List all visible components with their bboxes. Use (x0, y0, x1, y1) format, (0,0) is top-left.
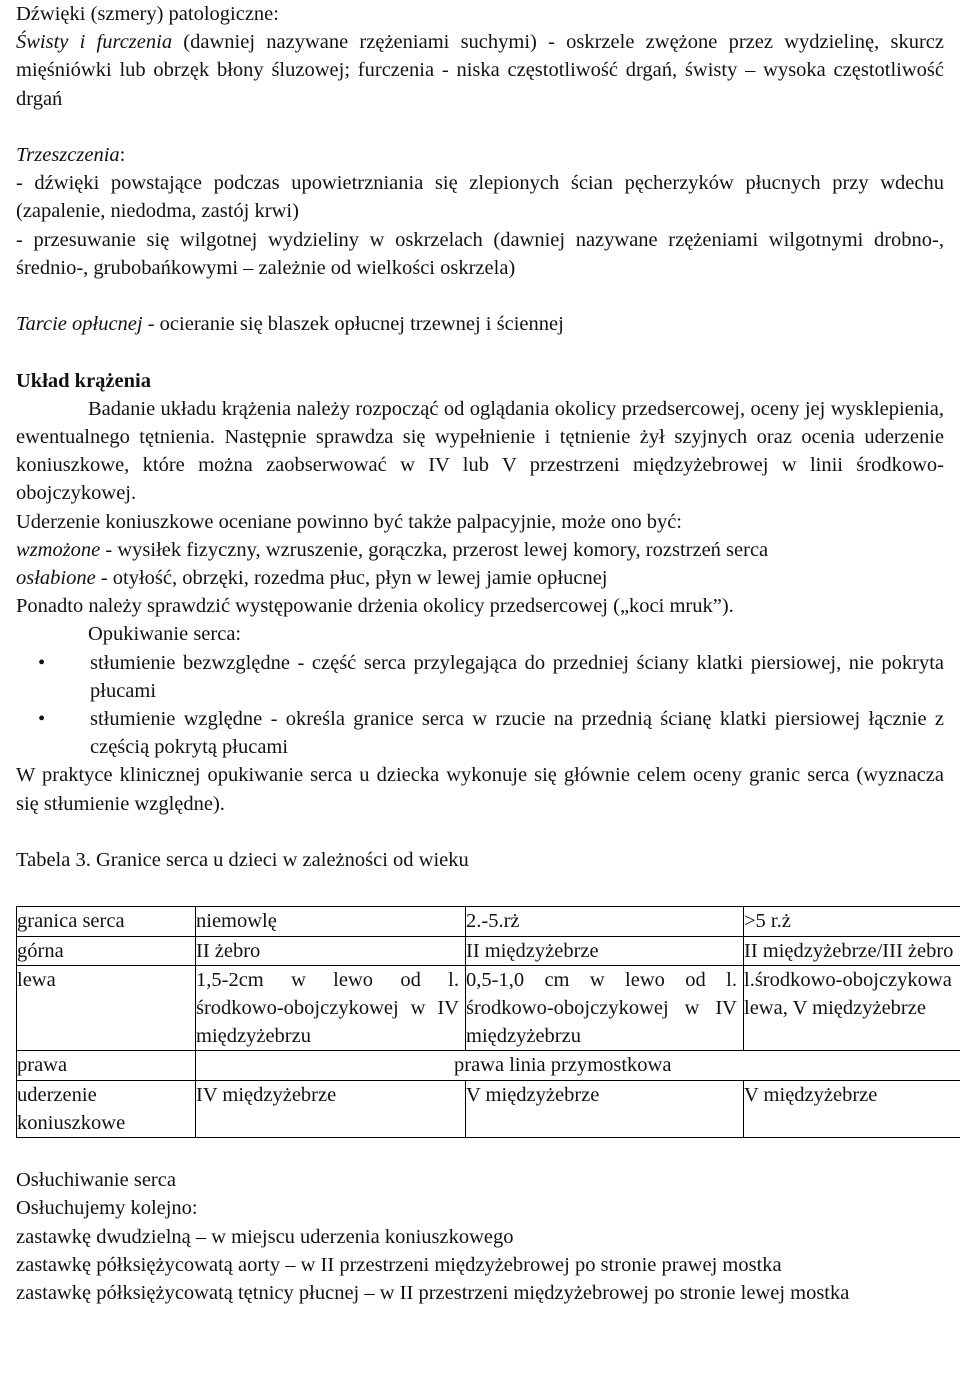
pathological-sounds-heading: Dźwięki (szmery) patologiczne: (16, 3, 279, 25)
crackles-line-1: - dźwięki powstające podczas upowietrzniania się zlepionych ścian pęcherzyków płucnych przy wdechu (zapalenie, niedodma, zastój krwi) (16, 172, 944, 223)
table-cell: II międzyżebrze/III żebro (744, 936, 960, 965)
auscultation-heading: Osłuchiwanie serca (16, 1169, 176, 1192)
enhanced-apex-line (16, 536, 944, 564)
table-cell: II żebro (196, 936, 466, 965)
table-row (17, 1051, 960, 1080)
list-item-text: stłumienie względne - określa granice serca w rzucie na przednią ścianę klatki piersiowej łącznie z częścią pokrytą płucami (90, 708, 944, 759)
clinical-practice-paragraph: W praktyce klinicznej opukiwanie serca u dziecka wykonuje się głównie celem oceny granic serca (wyznacza się stłumienie względne). (16, 764, 944, 815)
table-header-cell: 2.-5.rż (466, 907, 744, 936)
spacer (16, 818, 944, 846)
list-item (16, 705, 944, 761)
auscultation-item: zastawkę półksiężycowatą aorty – w II przestrzeni międzyżebrowej po stronie prawej mostka (16, 1253, 782, 1276)
pleural-rub-term: Tarcie opłucnej (16, 313, 143, 336)
wheezes-paragraph (16, 28, 944, 113)
wheezes-term: Świsty i furczenia (16, 31, 173, 54)
auscultation-intro: Osłuchujemy kolejno: (16, 1197, 198, 1220)
enhanced-text: - wysiłek fizyczny, wzruszenie, gorączka, przerost lewej komory, rozstrzeń serca (100, 538, 769, 561)
bullet-icon: • (38, 708, 46, 731)
thrill-paragraph: Ponadto należy sprawdzić występowanie drżenia okolicy przedsercowej („koci mruk”). (16, 595, 734, 618)
pleural-rub-paragraph (16, 310, 944, 338)
crackles-term: Trzeszczenia (16, 144, 120, 166)
crackles-line-2: - przesuwanie się wilgotnej wydzieliny w oskrzelach (dawniej nazywane rzężeniami wilgotnymi drobno-, średnio-, grubobańkowymi – zależnie od wielkości oskrzela) (16, 228, 944, 279)
crackles-heading (16, 141, 944, 169)
list-item (16, 649, 944, 705)
spacer (16, 113, 944, 141)
table-row (17, 965, 960, 1051)
spacer (16, 874, 944, 902)
weakened-apex-line (16, 564, 944, 592)
weakened-term: osłabione (16, 567, 96, 590)
table-cell-text: prawa linia przymostkowa (454, 1054, 672, 1077)
table-cell: górna (17, 936, 196, 965)
table-header-cell: niemowlę (196, 907, 466, 936)
table-cell: lewa (17, 965, 196, 1051)
weakened-text: - otyłość, obrzęki, rozedma płuc, płyn w lewej jamie opłucnej (95, 567, 608, 590)
table-cell: uderzenie koniuszkowe (17, 1080, 196, 1137)
spacer (16, 282, 944, 310)
percussion-list (16, 649, 944, 762)
table-cell: 1,5-2cm w lewo od l. środkowo-obojczykowej w IV międzyżebrzu (196, 965, 466, 1051)
apex-beat-paragraph: Uderzenie koniuszkowe oceniane powinno być także palpacyjnie, może ono być: (16, 510, 682, 533)
table-cell-merged (196, 1051, 960, 1080)
table-cell: II międzyżebrze (466, 936, 744, 965)
list-item-text: stłumienie bezwzględne - część serca przylegająca do przedniej ściany klatki piersiowej, nie pokryta płucami (90, 651, 944, 702)
spacer (16, 1138, 944, 1166)
table-cell: 0,5-1,0 cm w lewo od l. środkowo-obojczykowej w IV międzyżebrzu (466, 965, 744, 1051)
table-header-cell: granica serca (17, 907, 196, 936)
auscultation-item: zastawkę półksiężycowatą tętnicy płucnej – w II przestrzeni międzyżebrowej po stronie lewej mostka (16, 1282, 850, 1305)
table-cell: V międzyżebrze (744, 1080, 960, 1137)
table-cell: V międzyżebrze (466, 1080, 744, 1137)
table-header-row (17, 907, 960, 936)
table-caption: Tabela 3. Granice serca u dzieci w zależności od wieku (16, 849, 469, 872)
circulatory-system-heading: Układ krążenia (16, 369, 151, 392)
wheezes-text: (dawniej nazywane rzężeniami suchymi) - oskrzele zwężone przez wydzielinę, skurcz mięśniówki lub obrzęk błony śluzowej; furczenia - niska częstotliwość drgań, świsty – wysoka częstotliwość drgań (16, 31, 944, 110)
percussion-heading: Opukiwanie serca: (88, 623, 242, 646)
crackles-colon: : (119, 144, 126, 166)
spacer (16, 338, 944, 366)
heart-borders-table (16, 906, 960, 1138)
pleural-rub-text: - ocieranie się blaszek opłucnej trzewnej i ściennej (142, 313, 564, 336)
auscultation-item: zastawkę dwudzielną – w miejscu uderzenia koniuszkowego (16, 1225, 514, 1248)
circulatory-paragraph-1 (16, 395, 944, 508)
table-row (17, 936, 960, 965)
enhanced-term: wzmożone (16, 538, 101, 561)
table-cell: prawa (17, 1051, 196, 1080)
bullet-icon: • (38, 651, 46, 674)
table-cell: IV międzyżebrze (196, 1080, 466, 1137)
table-header-cell: >5 r.ż (744, 907, 960, 936)
circulatory-paragraph-1-text: Badanie układu krążenia należy rozpocząć od oglądania okolicy przedsercowej, oceny jej wysklepienia, ewentualnego tętnienia. Następnie sprawdza się wypełnienie i tętnienie żył szyjnych oraz ocenia uderzenie koniuszkowe, które można zaobserwować w IV lub V przestrzeni międzyżebrowej w linii środkowo-obojczykowej. (16, 397, 944, 505)
table-row (17, 1080, 960, 1137)
table-cell: l.środkowo-obojczykowa lewa, V międzyżebrze (744, 965, 960, 1051)
